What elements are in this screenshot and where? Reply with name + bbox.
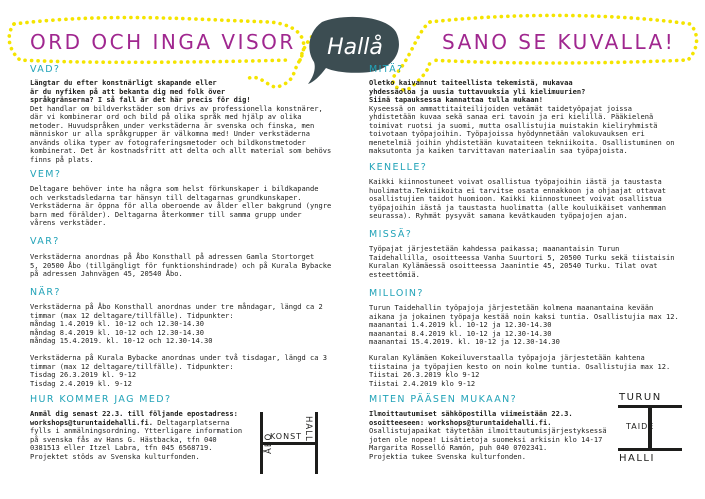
miten-body: Ilmoittautumiset sähköpostilla viimeistään 22.3. osoitteeseen: workshops@turuntaidehalli.fi. Osallistujapaikat täytetään ilmoittautumisjärjestyksessä joten ole nopea! Lisätietoja suomeksi arkisin klo 14-17 Margarita Rosselló Ramón, puh 040 0702341. Projektia tukee Svenska kulturfonden. <box>369 409 607 461</box>
mita-body: Kyseessä on ammattitaiteilijoiden vetämät taidetyöpajat joissa yhdistetään kuvaa sekä sanaa eri tavoin ja eri kielillä. Pääkielenä toimivat ruotsi ja suomi, mutta osallistujia muistakin kieliryhmistä toivotaan työpajoihin. Työpajoissa hyödynnetään valokuvauksen eri menetelmiä joihin yhdistetään kuvataiteen tekniikoita. Osallistuminen on maksutonta ja kaiken tarvittavan materiaalin saa työpajoista. <box>369 103 675 155</box>
heading-missa: MISSÄ? <box>369 229 413 240</box>
heading-var: VAR? <box>30 236 60 247</box>
abo-konsthall-logo: ÅBO KONST HALL <box>258 412 320 474</box>
heading-milloin: MILLOIN? <box>369 288 424 299</box>
missa-body: Työpajat järjestetään kahdessa paikassa; maanantaisin Turun Taidehallilla, osoitteessa Vanha Suurtori 5, 20500 Turku sekä tiistaisin Kuralan Kylämäessä osoitteessa Jaanintie 45, 20540 Turku. Tilat ovat esteettömiä. <box>369 244 675 279</box>
vad-body: Det handlar om bildverkstäder som drivs av professionella konstnärer, där vi kombinerar ord och bild på olika språk med hjälp av olika metoder. Huvudspråken under verkstäderna är svenska och finska, men människor ur alla språkgrupper är välkomna med! Under verkstäderna används olika typer av fotograferingsmetoder och bildkonstmetoder kombinerat. Det är kostnadsfritt att delta och allt material som behövs finns på plats. <box>30 103 332 164</box>
vem-body: Deltagare behöver inte ha några som helst förkunskaper i bildkapande och verkstadsledarna tar hänsyn till deltagarnas grundkunskaper. Verkstäderna är öppna för alla oberoende av ålder eller bakgrund (yngre barn med förälder). Deltagarna återkommer till samma grupp under vårens verkstäder. <box>30 184 332 227</box>
heading-hur: HUR KOMMER JAG MED? <box>30 394 172 405</box>
hur-body: Anmäl dig senast 22.3. till följande epostadress: workshops@turuntaidehalli.fi. Deltagarplatserna fylls i anmälningsordning. Ytterligare information på svenska fås av Hans G. Hästbacka, tfn 040 0381513 eller Itzel Labra, tfn 045 6568719. Projektet stöds av Svenska kulturfonden. <box>30 409 243 461</box>
heading-nar: NÄR? <box>30 287 61 298</box>
nar-body-a: Verkstäderna på Åbo Konsthall anordnas under tre måndagar, längd ca 2 timmar (max 12 deltagare/tillfälle). Tidpunkter: måndag 1.4.2019 kl. 10-12 och 12.30-14.30 måndag 8.4.2019 kl. 10-12 och 12.30-14.30 måndag 15.4.2019. kl. 10-12 och 12.30-14.30 <box>30 302 323 345</box>
milloin-body-a: Turun Taidehallin työpajoja järjestetään kolmena maanantaina kevään aikana ja jokainen työpaja kestää noin kaksi tuntia. Osallistujia max 12. maanantai 1.4.2019 kl. 10-12 ja 12.30-14.30 maanantai 8.4.2019 kl. 10-12 ja 12.30-14.30 maanantai 15.4.2019. kl. 10-12 ja 12.30-14.30 <box>369 303 679 346</box>
vad-intro: Längtar du efter konstnärligt skapande eller är du nyfiken på att bekanta dig med folk över språkgränserna? I så fall är det här precis för dig! <box>30 78 251 104</box>
heading-kenelle: KENELLE? <box>369 162 428 173</box>
turun-taidehalli-logo: TURUN TAIDE HALLI <box>618 392 682 464</box>
heading-vem: VEM? <box>30 169 62 180</box>
title-finnish: SANO SE KUVALLA! <box>442 30 676 54</box>
heading-mita: MITÄ? <box>369 64 404 75</box>
title-swedish: ORD OCH INGA VISOR <box>30 30 296 54</box>
heading-vad: VAD? <box>30 64 61 75</box>
var-body: Verkstäderna anordnas på Åbo Konsthall på adressen Gamla Stortorget 5, 20500 Åbo (tillgängligt för funktionshindrade) och på Kurala Bybacke på adressen Jahnvägen 45, 20540 Åbo. <box>30 252 332 278</box>
halla-logo-text: Hallå <box>327 35 383 60</box>
kenelle-body: Kaikki kiinnostuneet voivat osallistua työpajoihin iästä ja taustasta huolimatta.Tekniikoita ei tarvitse osata ennakkoon ja ohjaajat ottavat osallistujien taidot huomioon. Kaikki kiinnostuneet voivat osallistua työpajoihin iästä ja taustasta huolimatta (alle kouluikäiset vanhemman seurassa). Ryhmät pysyvät samana kevätkauden työpajojen ajan. <box>369 177 666 220</box>
milloin-body-b: Kuralan Kylämäen Kokeiluverstaalla työpajoja järjestetään kahtena tiistaina ja työpajien kesto on noin kolme tuntia. Osallistujia max 12. Tiistai 26.3.2019 klo 9-12 Tiistai 2.4.2019 klo 9-12 <box>369 353 671 388</box>
mita-intro: Oletko kaivannut taiteellista tekemistä, mukavaa yhdessäoloa ja uusia tuttavuuksia yli kielimuurien? Siinä tapauksessa kannattaa tulla mukaan! <box>369 78 586 104</box>
nar-body-b: Verkstäderna på Kurala Bybacke anordnas under två tisdagar, längd ca 3 timmar (max 12 deltagare/tillfälle). Tidpunkter: Tisdag 26.3.2019 kl. 9-12 Tisdag 2.4.2019 kl. 9-12 <box>30 353 327 388</box>
heading-miten: MITEN PÄÄSEN MUKAAN? <box>369 394 518 405</box>
